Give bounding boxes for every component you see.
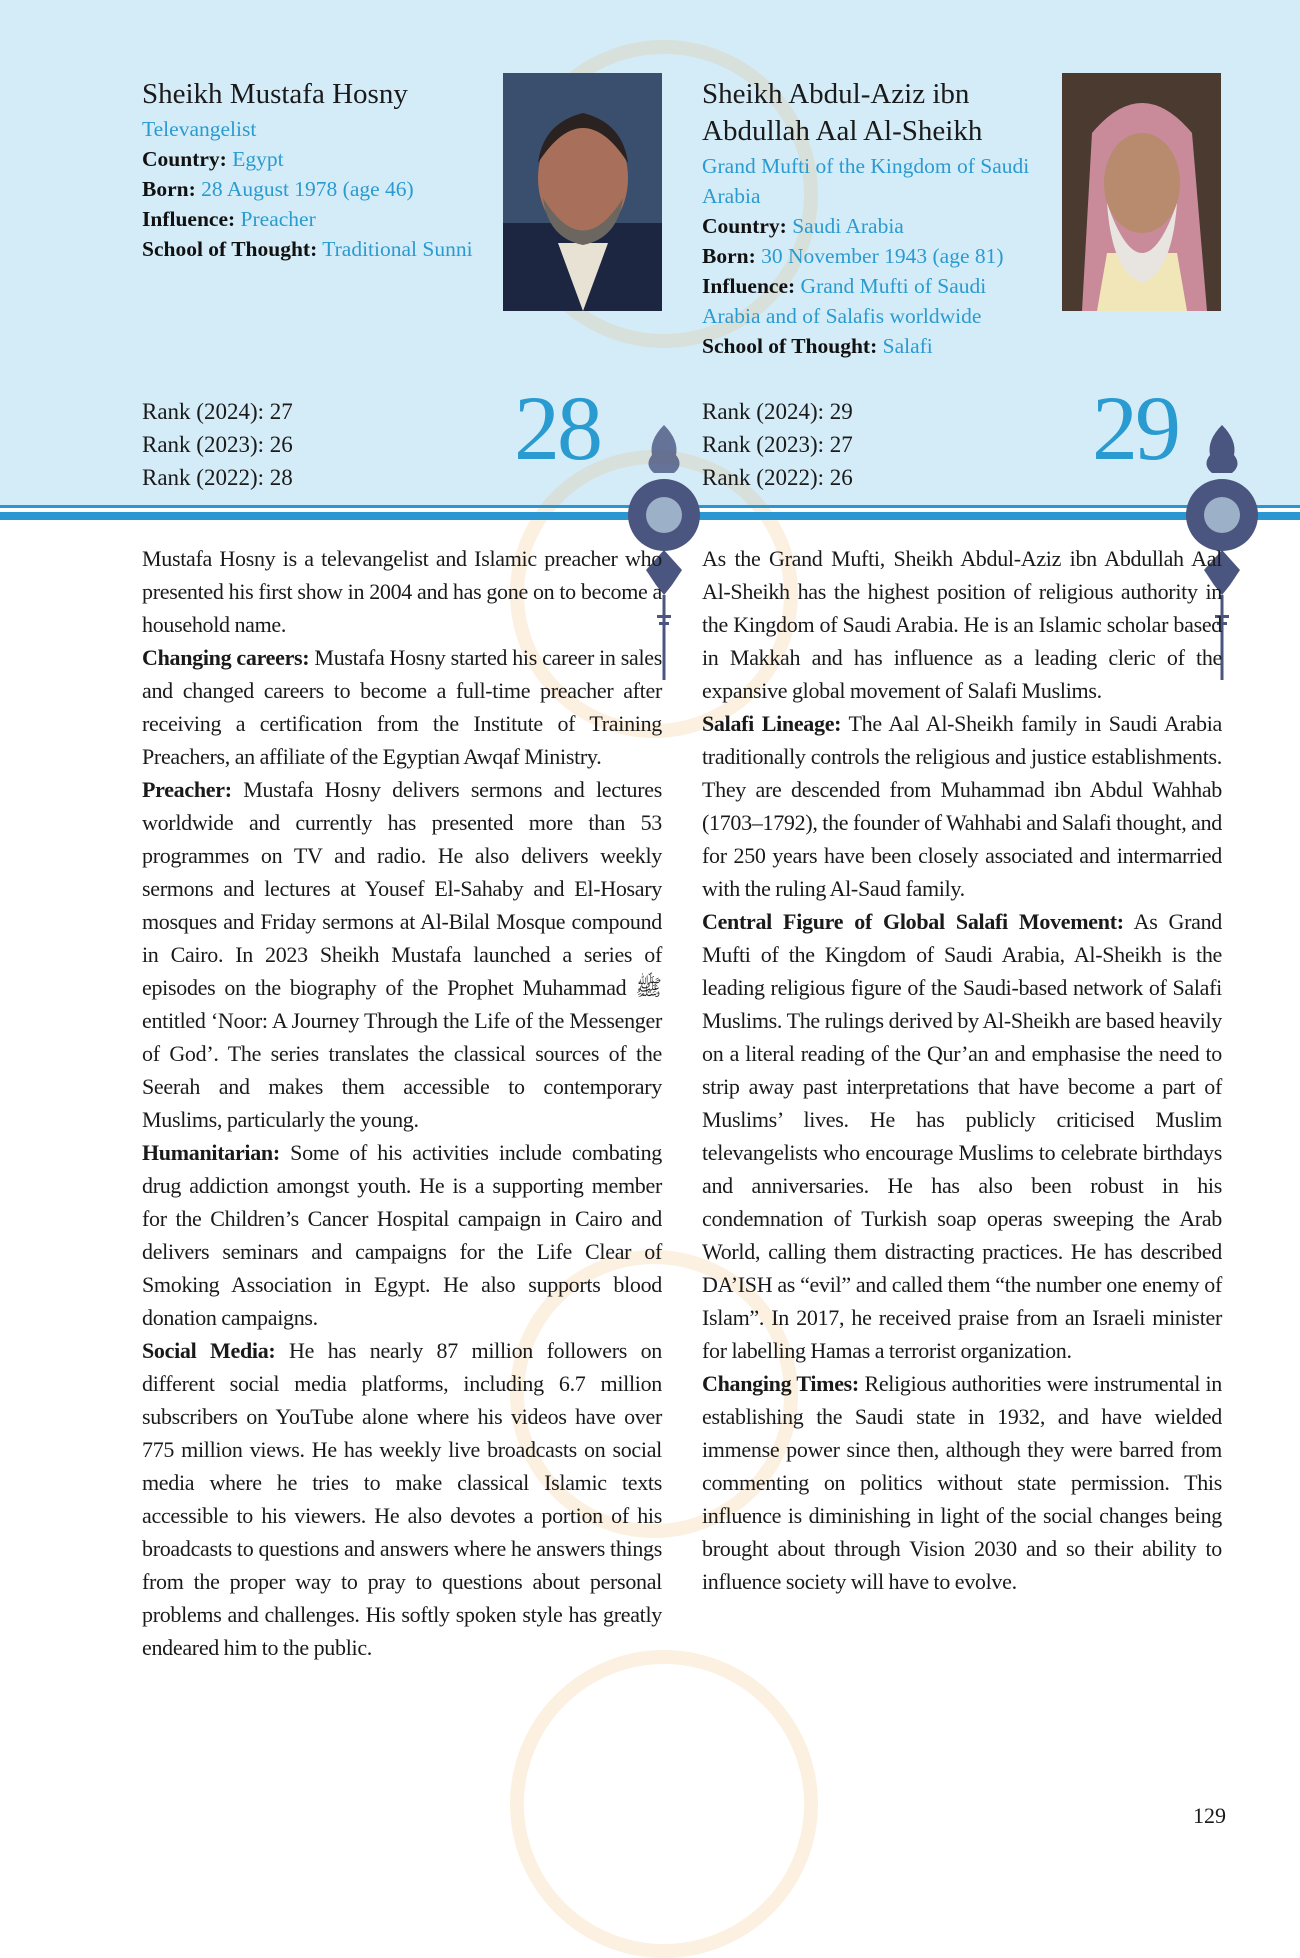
biography-column [142, 542, 662, 1664]
biography-paragraph [702, 542, 1222, 707]
school-value: Salafi [882, 334, 933, 358]
country-label: Country: [702, 214, 787, 238]
paragraph-text: Mustafa Hosny delivers sermons and lectures worldwide and currently has presented more than 53 programmes on TV and radio. He also delivers weekly sermons and lectures at Yousef El-Sahaby and El-Hosary mosques and Friday sermons at Al-Bilal Mosque compound in Cairo. In 2023 Sheikh Mustafa launched a series of episodes on the biography of the Prophet Muhammad ﷺ entitled ‘Noor: A Journey Through the Life of the Messenger of God’. The series translates the classical sources of the Seerah and makes them accessible to contemporary Muslims, particularly the young. [142, 777, 662, 1132]
profile-title: Televangelist [142, 117, 257, 141]
influence-value: Grand Mufti of Saudi Arabia and of Salafis worldwide [702, 274, 987, 328]
paragraph-heading: Social Media: [142, 1338, 276, 1363]
rank-number: 29 [1092, 377, 1178, 479]
paragraph-heading: Humanitarian: [142, 1140, 280, 1165]
paragraph-text: He has nearly 87 million followers on different social media platforms, including 6.7 million subscribers on YouTube alone where his videos have over 775 million views. He has weekly live broadcasts on social media where he tries to make classical Islamic texts accessible to his viewers. He also devotes a portion of his broadcasts to questions and answers where he answers things from the proper way to pray to questions about personal problems and challenges. His softly spoken style has greatly endeared him to the public. [142, 1338, 662, 1660]
biography-paragraph [142, 1136, 662, 1334]
biography-paragraph [142, 542, 662, 641]
profile-title: Grand Mufti of the Kingdom of Saudi Arabia [702, 154, 1030, 208]
paragraph-heading: Central Figure of Global Salafi Movement: [702, 909, 1124, 934]
country-value: Saudi Arabia [792, 214, 904, 238]
rank-2023: Rank (2023): 26 [142, 432, 293, 457]
country-label: Country: [142, 147, 227, 171]
biography-paragraph [702, 1367, 1222, 1598]
influence-value: Preacher [240, 207, 316, 231]
school-label: School of Thought: [702, 334, 878, 358]
paragraph-heading: Preacher: [142, 777, 232, 802]
rank-number: 28 [514, 377, 600, 479]
profile-name: Sheikh Abdul-Aziz ibn Abdullah Aal Al-Sheikh [702, 78, 983, 147]
paragraph-heading: Salafi Lineage: [702, 711, 842, 736]
profile-info [142, 76, 502, 264]
paragraph-text: As Grand Mufti of the Kingdom of Saudi Arabia, Al-Sheikh is the leading religious figure of the Saudi-based network of Salafi Muslims. The rulings derived by Al-Sheikh are based heavily on a literal reading of the Qur’an and emphasise the need to strip away past interpretations that have become a part of Muslims’ lives. He has publicly criticised Muslim televangelists who encourage Muslims to celebrate birthdays and anniversaries. He has also been robust in his condemnation of Turkish soap operas sweeping the Arab World, calling them distracting practices. He has described DA’ISH as “evil” and called them “the number one enemy of Islam”. In 2017, he received praise from an Israeli minister for labelling Hamas a terrorist organization. [702, 909, 1223, 1363]
influence-label: Influence: [142, 207, 236, 231]
paragraph-text: As the Grand Mufti, Sheikh Abdul-Aziz ibn Abdullah Aal Al-Sheikh has the highest position of religious authority in the Kingdom of Saudi Arabia. He is an Islamic scholar based in Makkah and has influence as a leading cleric of the expansive global movement of Salafi Muslims. [702, 546, 1222, 703]
biography-paragraph [142, 1334, 662, 1664]
born-value: 28 August 1978 (age 46) [201, 177, 414, 201]
biography-paragraph [142, 641, 662, 773]
portrait-photo [1062, 73, 1221, 311]
paragraph-heading: Changing Times: [702, 1371, 859, 1396]
biography-paragraph [702, 905, 1222, 1367]
school-label: School of Thought: [142, 237, 318, 261]
profile-info [702, 76, 1047, 361]
watermark-circle [510, 1650, 818, 1958]
influence-label: Influence: [702, 274, 796, 298]
paragraph-text: Some of his activities include combating drug addiction amongst youth. He is a supporting member for the Children’s Cancer Hospital campaign in Cairo and delivers seminars and campaigns for the Life Clear of Smoking Association in Egypt. He also supports blood donation campaigns. [142, 1140, 662, 1330]
paragraph-text: Mustafa Hosny is a televangelist and Islamic preacher who presented his first show in 2004 and has gone on to become a household name. [142, 546, 662, 637]
paragraph-heading: Changing careers: [142, 645, 310, 670]
born-label: Born: [142, 177, 196, 201]
rank-2023: Rank (2023): 27 [702, 432, 853, 457]
paragraph-text: The Aal Al-Sheikh family in Saudi Arabia traditionally controls the religious and justice establishments. They are descended from Muhammad ibn Abdul Wahhab (1703–1792), the founder of Wahhabi and Salafi thought, and for 250 years have been closely associated and intermarried with the ruling Al-Saud family. [702, 711, 1222, 901]
rank-2022: Rank (2022): 26 [702, 465, 853, 490]
born-value: 30 November 1943 (age 81) [761, 244, 1004, 268]
born-label: Born: [702, 244, 756, 268]
rank-2022: Rank (2022): 28 [142, 465, 293, 490]
school-value: Traditional Sunni [322, 237, 473, 261]
rank-history [142, 395, 293, 494]
paragraph-text: Religious authorities were instrumental in establishing the Saudi state in 1932, and have wielded immense power since then, although they were barred from commenting on politics without state permission. This influence is diminishing in light of the social changes being brought about through Vision 2030 and so their ability to influence society will have to evolve. [702, 1371, 1222, 1594]
biography-column [702, 542, 1222, 1598]
profile-name: Sheikh Mustafa Hosny [142, 78, 408, 110]
rank-history [702, 395, 853, 494]
biography-paragraph [702, 707, 1222, 905]
portrait-photo [503, 73, 662, 311]
country-value: Egypt [232, 147, 284, 171]
rank-2024: Rank (2024): 29 [702, 399, 853, 424]
page-number: 129 [1193, 1803, 1226, 1828]
biography-paragraph [142, 773, 662, 1136]
paragraph-text: Mustafa Hosny started his career in sales and changed careers to become a full-time preacher after receiving a certification from the Institute of Training Preachers, an affiliate of the Egyptian Awqaf Ministry. [142, 645, 662, 769]
rank-2024: Rank (2024): 27 [142, 399, 293, 424]
